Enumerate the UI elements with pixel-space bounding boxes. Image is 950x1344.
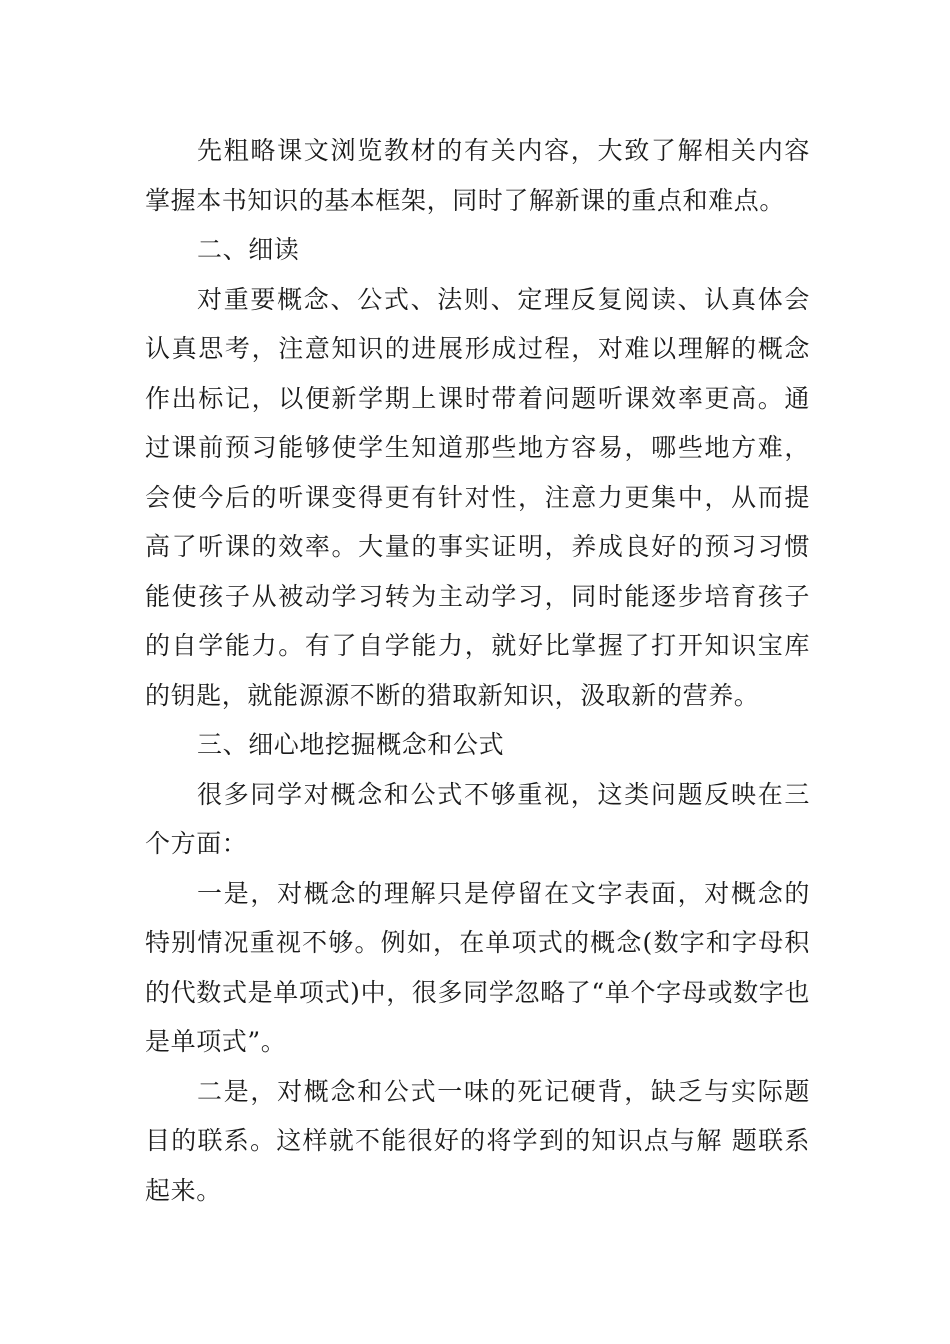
paragraph-preview-intro: 先粗略课文浏览教材的有关内容，大致了解相关内容掌握本书知识的基本框架，同时了解新课的重点和难点。 (145, 136, 810, 215)
paragraph-three-aspects: 很多同学对概念和公式不够重视，这类问题反映在三个方面： (145, 779, 810, 858)
heading-concepts-formulas: 三、细心地挖掘概念和公式 (197, 730, 505, 759)
paragraph-close-reading: 对重要概念、公式、法则、定理反复阅读、认真体会认真思考，注意知识的进展形成过程，对难以理解的概念作出标记，以便新学期上课时带着问题听课效率更高。通过课前预习能够使学生知道那些地方容易，哪些地方难，会使今后的听课变得更有针对性，注意力更集中，从而提高了听课的效率。大量的事实证明，养成良好的预习习惯能使孩子从被动学习转为主动学习，同时能逐步培育孩子的自学能力。有了自学能力，就好比掌握了打开知识宝库的钥匙，就能源源不断的猎取新知识，汲取新的营养。 (145, 284, 810, 710)
paragraph-aspect-one: 一是，对概念的理解只是停留在文字表面，对概念的特别情况重视不够。例如，在单项式的概念(数字和字母积的代数式是单项式)中，很多同学忽略了“单个字母或数字也是单项式”。 (145, 878, 810, 1056)
document-page (145, 126, 810, 1215)
paragraph-aspect-two: 二是，对概念和公式一味的死记硬背，缺乏与实际题目的联系。这样就不能很好的将学到的知识点与解 题联系起来。 (145, 1076, 810, 1205)
heading-close-reading: 二、细读 (197, 235, 300, 264)
